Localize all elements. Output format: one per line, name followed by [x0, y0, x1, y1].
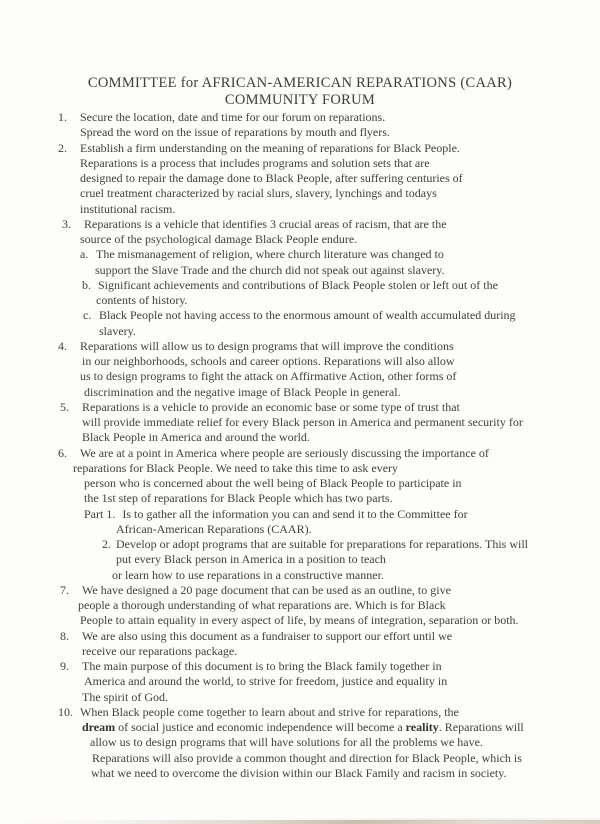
line-text: allow us to design programs that will have solutions for all the problems we have. [90, 735, 483, 750]
list-item-5 [0, 400, 600, 415]
item-number: 9. [60, 659, 69, 673]
line-text: Black People not having access to the enormous amount of wealth accumulated during [99, 308, 516, 323]
bold-word-dream: dream [82, 720, 116, 734]
list-item-10 [0, 705, 600, 720]
line-text: Reparations will also provide a common thought and direction for Black People, which is [92, 750, 522, 765]
bold-word-reality: reality [405, 720, 439, 734]
line-text: slavery. [99, 323, 136, 338]
list-item-9 [0, 659, 600, 674]
item-number: 4. [58, 338, 67, 353]
item-number: 7. [60, 582, 69, 597]
line-text: Black People in America and around the world. [82, 430, 310, 445]
item-number: 1. [58, 110, 67, 124]
line-text: the 1st step of reparations for Black People which has two parts. [84, 491, 393, 506]
list-item-3 [0, 217, 600, 232]
line-text: When Black people come together to learn about and strive for reparations, the [80, 704, 459, 719]
list-item-1 [0, 110, 600, 125]
line-text: what we need to overcome the division within our Black Family and racism in society. [91, 765, 507, 780]
item-number: 6. [58, 445, 67, 460]
line-text: cruel treatment characterized by racial slurs, slavery, lynchings and todays [80, 186, 437, 201]
document-body [0, 110, 600, 781]
list-item-6 [0, 446, 600, 461]
line-text: Spread the word on the issue of reparations by mouth and flyers. [80, 125, 390, 140]
item-number: 10. [58, 704, 73, 719]
subitem-letter: b. [82, 277, 91, 292]
line-text: We are also using this document as a fundraiser to support our effort until we [82, 628, 453, 643]
document-title-line2: COMMUNITY FORUM [224, 91, 376, 108]
line-text: support the Slave Trade and the church did not speak out against slavery. [95, 262, 445, 277]
line-text-emphasis [0, 720, 600, 735]
line-text: person who is concerned about the well being of Black People to participate in [84, 476, 462, 490]
line-text: put every Black person in America in a position to teach [116, 552, 386, 567]
line-text: discrimination and the negative image of Black People in general. [84, 384, 401, 399]
line-text: designed to repair the damage done to Black People, after suffering centuries of [80, 171, 463, 185]
list-subitem-b [0, 278, 600, 293]
line-text: We have designed a 20 page document that can be used as an outline, to give [82, 582, 451, 597]
list-part-1 [0, 507, 600, 522]
line-text: People to attain equality in every aspect of life, by means of integration, separation or both. [80, 613, 519, 628]
item-number: 3. [62, 216, 71, 231]
line-text: . Reparations will [438, 720, 524, 734]
line-text: or learn how to use reparations in a constructive manner. [112, 567, 384, 582]
item-number: 2. [58, 140, 67, 155]
line-text: Reparations will allow us to design programs that will improve the conditions [80, 338, 454, 353]
subitem-letter: a. [80, 247, 89, 262]
line-text: in our neighborhoods, schools and career options. Reparations will also allow [82, 354, 455, 368]
part-number: 2. [102, 537, 111, 551]
document-title-line1: COMMITTEE for AFRICAN-AMERICAN REPARATIONS (CAAR) [87, 75, 513, 91]
line-text: Reparations is a vehicle that identifies 3 crucial areas of racism, that are the [84, 216, 447, 231]
line-text: receive our reparations package. [82, 643, 238, 658]
item-number: 8. [60, 628, 69, 643]
list-subitem-a [0, 247, 600, 262]
list-item-7 [0, 583, 600, 598]
line-text: America and around the world, to strive for freedom, justice and equality in [84, 674, 448, 689]
document-title [0, 75, 600, 108]
subitem-letter: c. [83, 308, 92, 323]
list-subitem-c [0, 308, 600, 323]
list-part-2 [0, 537, 600, 552]
item-number: 5. [60, 399, 69, 414]
line-text: The main purpose of this document is to bring the Black family together in [82, 659, 442, 673]
scan-edge-shadow [0, 820, 600, 824]
list-item-8 [0, 629, 600, 644]
line-text: African-American Reparations (CAAR). [116, 521, 312, 536]
line-text: contents of history. [96, 293, 188, 307]
line-text: source of the psychological damage Black People endure. [80, 232, 358, 246]
list-item-2 [0, 141, 600, 156]
line-text: of social justice and economic independence will become a [115, 720, 406, 734]
line-text: institutional racism. [80, 201, 176, 216]
line-text: us to design programs to fight the attack on Affirmative Action, other forms of [80, 369, 457, 384]
part-label: Part 1. [84, 506, 116, 521]
line-text: The spirit of God. [82, 689, 168, 704]
line-text: Significant achievements and contributions of Black People stolen or left out of the [98, 277, 498, 292]
line-text: will provide immediate relief for every Black person in America and permanent security for [82, 415, 523, 429]
line-text: Reparations is a process that includes programs and solution sets that are [80, 155, 430, 170]
list-item-4 [0, 339, 600, 354]
line-text: Is to gather all the information you can and send it to the Committee for [122, 506, 468, 521]
line-text: Reparations is a vehicle to provide an economic base or some type of trust that [82, 399, 460, 414]
line-text: Develop or adopt programs that are suitable for preparations for reparations. This will [116, 537, 528, 551]
line-text: Secure the location, date and time for our forum on reparations. [80, 110, 386, 124]
line-text: Establish a firm understanding on the meaning of reparations for Black People. [80, 140, 460, 155]
line-text: We are at a point in America where people are seriously discussing the importance of [80, 445, 489, 460]
line-text: The mismanagement of religion, where church literature was changed to [96, 247, 444, 262]
line-text: reparations for Black People. We need to take this time to ask every [73, 460, 399, 475]
line-text: people a thorough understanding of what reparations are. Which is for Black [78, 598, 446, 612]
